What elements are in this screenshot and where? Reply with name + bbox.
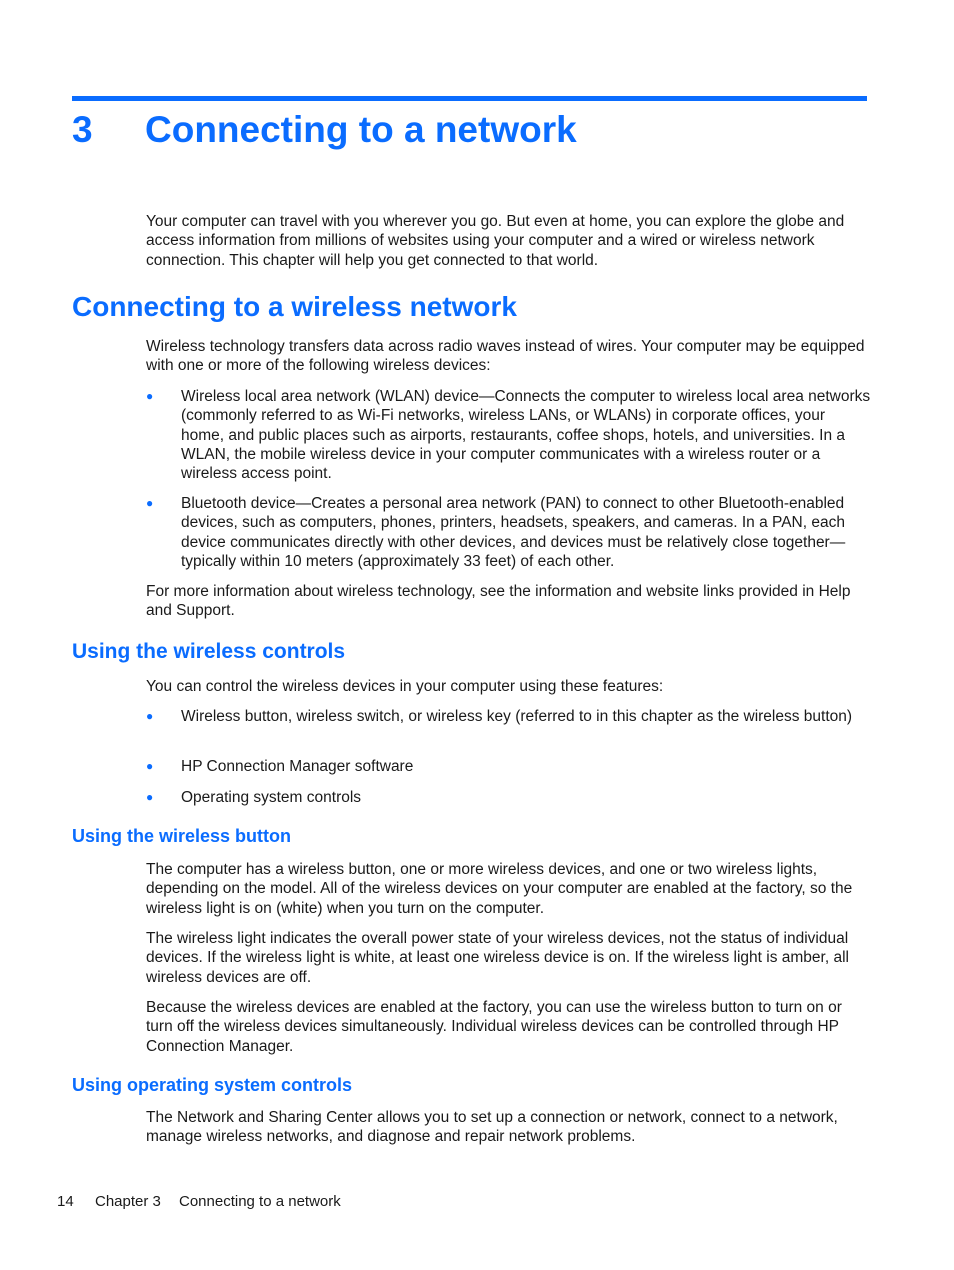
bullet-icon: ● — [146, 709, 154, 723]
wireless-more-info: For more information about wireless technology, see the information and website links provided in Help and Support. — [146, 583, 851, 620]
bullet-icon: ● — [146, 759, 154, 773]
bullet-wlan: Wireless local area network (WLAN) device—Connects the computer to wireless local area networks (commonly referred to as Wi-Fi networks, wireless LANs, or WLANs) in corporate offices, your home, and public places such as airports, restaurants, coffee shops, hotels, and universities. In a WLAN, the mobile wireless device in your computer communicates with a wireless router or a wireless access point. — [181, 388, 871, 483]
bullet-bluetooth: Bluetooth device—Creates a personal area network (PAN) to connect to other Bluetooth-enabled devices, such as computers, phones, printers, headsets, speakers, and cameras. In a PAN, each device communicates directly with other devices, and devices must be relatively close together—typically within 10 meters (approximately 33 feet) of each other. — [181, 495, 846, 570]
footer-chapter-label: Chapter 3 — [95, 1193, 161, 1210]
chapter-title — [72, 108, 577, 152]
controls-intro: You can control the wireless devices in your computer using these features: — [146, 678, 664, 695]
section-heading-controls: Using the wireless controls — [72, 640, 346, 663]
wireless-intro: Wireless technology transfers data across radio waves instead of wires. Your computer may be equipped with one or more of the following wireless devices: — [146, 338, 865, 375]
page-footer — [57, 1192, 341, 1211]
os-paragraph: The Network and Sharing Center allows you to set up a connection or network, connect to a network, manage wireless networks, and diagnose and repair network problems. — [146, 1109, 838, 1146]
bullet-icon: ● — [146, 496, 154, 510]
chapter-rule — [72, 96, 867, 101]
bullet-wireless-button: Wireless button, wireless switch, or wireless key (referred to in this chapter as the wireless button) — [181, 708, 853, 725]
bullet-icon: ● — [146, 790, 154, 804]
bullet-connection-manager: HP Connection Manager software — [181, 758, 414, 775]
bullet-os-controls: Operating system controls — [181, 789, 362, 806]
page-number: 14 — [57, 1193, 74, 1210]
button-paragraph-2: The wireless light indicates the overall power state of your wireless devices, not the status of individual devices. If the wireless light is white, at least one wireless device is on. If the wireless light is amber, all wireless devices are off. — [146, 930, 849, 986]
button-paragraph-1: The computer has a wireless button, one or more wireless devices, and one or two wireless lights, depending on the model. All of the wireless devices on your computer are enabled at the factory, so the wireless light is on (white) when you turn on the computer. — [146, 861, 853, 917]
footer-chapter-title: Connecting to a network — [179, 1193, 341, 1210]
chapter-title-text: Connecting to a network — [145, 109, 577, 150]
chapter-number: 3 — [72, 109, 93, 150]
section-heading-os: Using operating system controls — [72, 1075, 353, 1095]
section-heading-button: Using the wireless button — [72, 826, 292, 846]
section-heading-wireless: Connecting to a wireless network — [72, 291, 517, 322]
button-paragraph-3: Because the wireless devices are enabled at the factory, you can use the wireless button to turn on or turn off the wireless devices simultaneously. Individual wireless devices can be controlled through HP Connection Manager. — [146, 999, 842, 1055]
bullet-icon: ● — [146, 389, 154, 403]
intro-paragraph: Your computer can travel with you wherever you go. But even at home, you can explore the globe and access information from millions of websites using your computer and a wired or wireless network connection. This chapter will help you get connected to that world. — [146, 213, 845, 269]
